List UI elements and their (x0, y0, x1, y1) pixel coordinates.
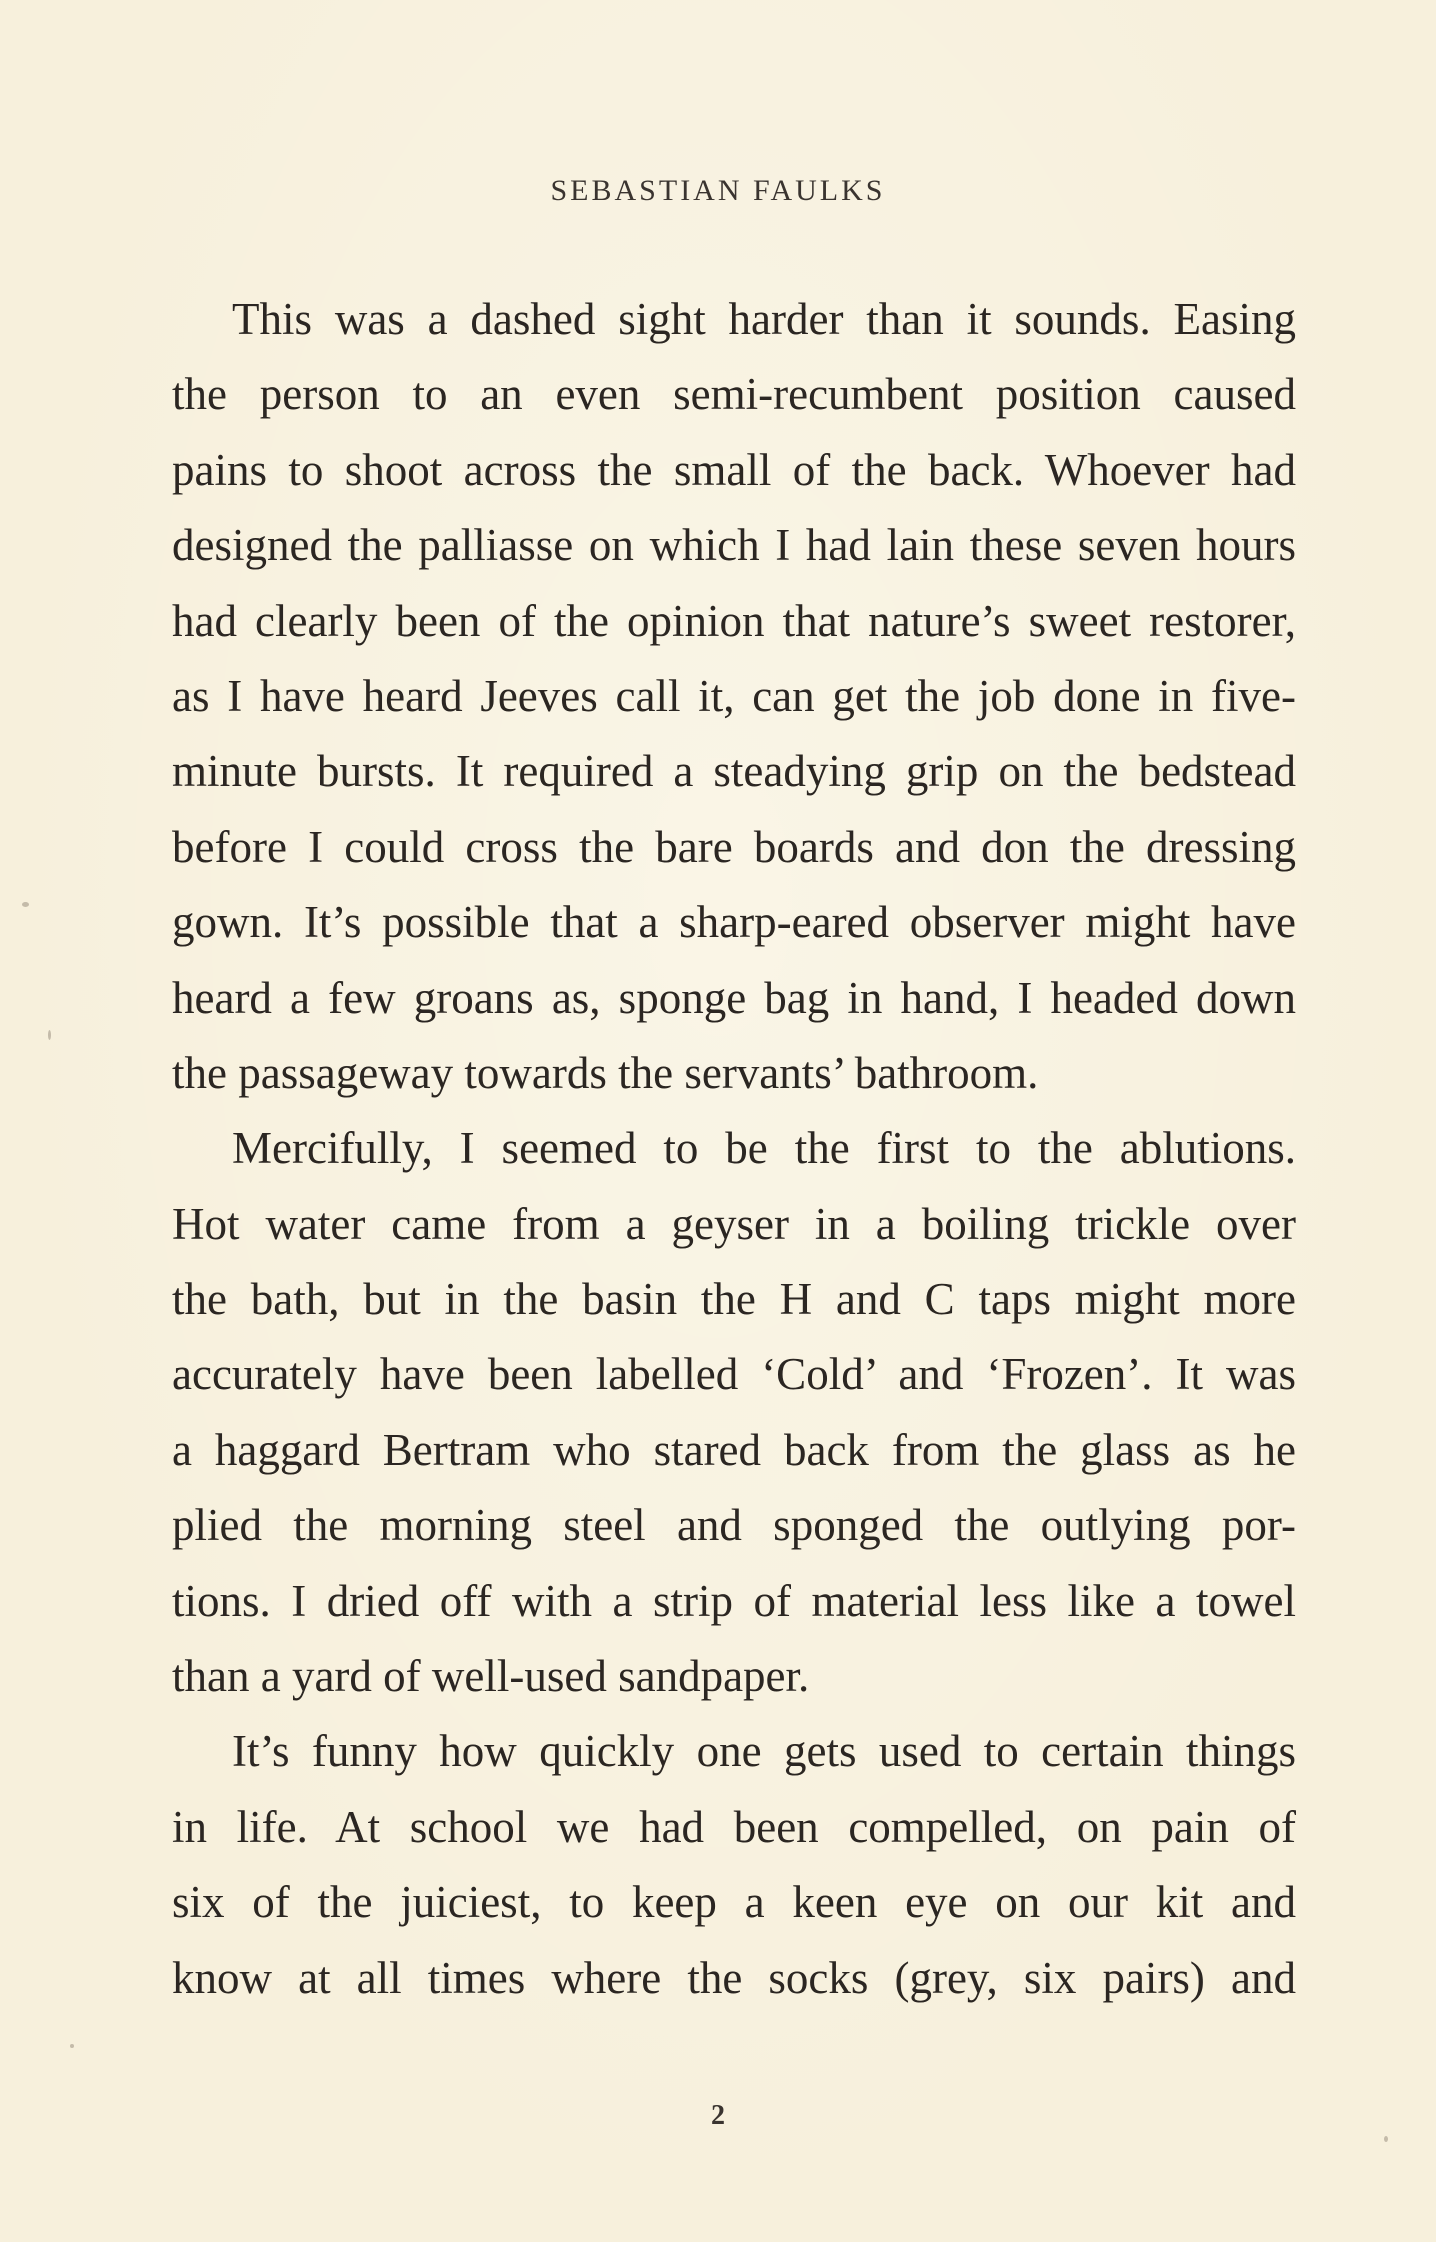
text-line: in life. At school we had been compelled, on pain of (172, 1801, 1296, 1852)
text-line: minute bursts. It required a steadying grip on the bedstead (172, 746, 1296, 797)
scan-speck (22, 902, 29, 907)
text-line: had clearly been of the opinion that nature’s sweet restorer, (172, 595, 1296, 646)
text-line: tions. I dried off with a strip of material less like a towel (172, 1575, 1296, 1626)
page-number: 2 (711, 2100, 725, 2131)
text-line: plied the morning steel and sponged the outlying por- (172, 1500, 1296, 1551)
text-line: accurately have been labelled ‘Cold’ and ‘Frozen’. It was (172, 1349, 1296, 1400)
text-line: know at all times where the socks (grey, six pairs) and (172, 1952, 1296, 2003)
text-line: gown. It’s possible that a sharp-eared observer might have (172, 897, 1296, 948)
text-line: Mercifully, I seemed to be the first to the ablutions. (232, 1123, 1296, 1174)
scan-speck (48, 1030, 51, 1040)
text-line: heard a few groans as, sponge bag in hand, I headed down (172, 972, 1296, 1023)
text-line: six of the juiciest, to keep a keen eye on our kit and (172, 1877, 1296, 1928)
text-line: before I could cross the bare boards and don the dressing (172, 821, 1296, 872)
text-line: designed the palliasse on which I had lain these seven hours (172, 520, 1296, 571)
text-line: the passageway towards the servants’ bathroom. (172, 1047, 1039, 1098)
text-line: Hot water came from a geyser in a boiling trickle over (172, 1198, 1296, 1249)
body-text (172, 282, 1296, 2016)
text-line: This was a dashed sight harder than it sounds. Easing (232, 294, 1296, 344)
text-line: as I have heard Jeeves call it, can get the job done in five- (172, 670, 1296, 721)
text-line: a haggard Bertram who stared back from the glass as he (172, 1424, 1296, 1475)
scan-speck (70, 2044, 74, 2048)
scan-speck (1384, 2136, 1388, 2142)
text-line: than a yard of well-used sandpaper. (172, 1651, 810, 1702)
text-line: the bath, but in the basin the H and C taps might more (172, 1274, 1296, 1325)
running-head: SEBASTIAN FAULKS (550, 174, 886, 207)
text-line: the person to an even semi-recumbent position caused (172, 369, 1296, 420)
text-line: pains to shoot across the small of the back. Whoever had (172, 444, 1296, 495)
text-line: It’s funny how quickly one gets used to certain things (232, 1726, 1296, 1777)
